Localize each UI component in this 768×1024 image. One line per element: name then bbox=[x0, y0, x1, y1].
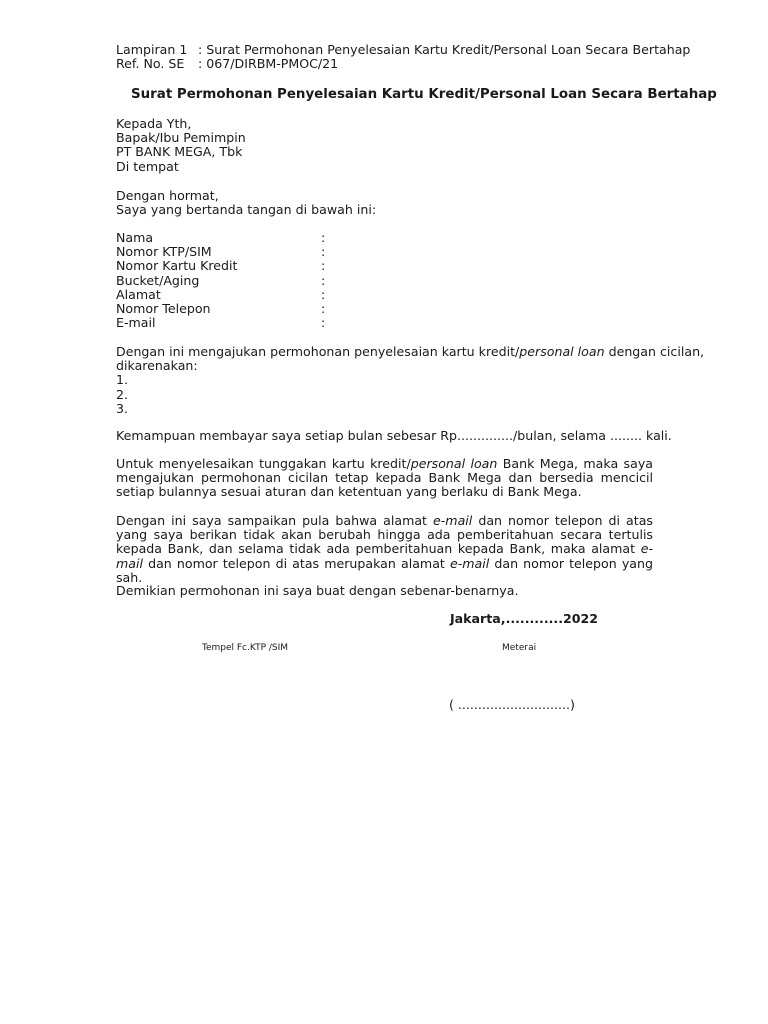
document-header bbox=[116, 43, 690, 71]
field-label: Nomor Telepon bbox=[116, 300, 211, 316]
field-colon: : bbox=[321, 300, 326, 316]
recipient-line-3: PT BANK MEGA, Tbk bbox=[116, 144, 243, 160]
settlement-paragraph bbox=[116, 457, 653, 500]
signature-name-line: ( ............................) bbox=[449, 697, 575, 712]
attachment-row bbox=[116, 43, 690, 57]
field-colon: : bbox=[321, 272, 326, 288]
attachment-value: : Surat Permohonan Penyelesaian Kartu Kredit/Personal Loan Secara Bertahap bbox=[198, 42, 691, 57]
settlement-text-a: Untuk menyelesaikan tunggakan kartu kredit/ bbox=[116, 456, 411, 471]
contact-email-3: e-mail bbox=[449, 555, 490, 571]
field-label: Nomor Kartu Kredit bbox=[116, 258, 238, 274]
reference-label: Ref. No. SE bbox=[116, 56, 185, 72]
recipient-line-4: Di tempat bbox=[116, 158, 179, 174]
request-block bbox=[116, 345, 704, 416]
intro-sentence: Saya yang bertanda tangan di bawah ini: bbox=[116, 202, 377, 218]
request-line-1 bbox=[116, 345, 704, 359]
contact-text-c: dan nomor telepon di atas merupakan alamat bbox=[142, 555, 450, 571]
field-row-bucket bbox=[116, 274, 331, 288]
recipient-line-2: Bapak/Ibu Pemimpin bbox=[116, 130, 246, 146]
contact-email-1: e-mail bbox=[433, 513, 473, 528]
attachment-label: Lampiran 1 bbox=[116, 42, 188, 57]
field-label: E-mail bbox=[116, 315, 156, 331]
applicant-fields bbox=[116, 231, 331, 330]
request-text-b: dengan cicilan, bbox=[604, 344, 705, 359]
field-row-card-number bbox=[116, 259, 331, 273]
letter-title: Surat Permohonan Penyelesaian Kartu Kredit/Personal Loan Secara Bertahap bbox=[131, 87, 717, 102]
contact-paragraph bbox=[116, 514, 653, 585]
request-text-a: Dengan ini mengajukan permohonan penyelesaian kartu kredit/ bbox=[116, 344, 520, 359]
closing-sentence: Demikian permohonan ini saya buat dengan sebenar-benarnya. bbox=[116, 583, 519, 598]
field-row-address bbox=[116, 288, 331, 302]
recipient-block bbox=[116, 117, 246, 174]
request-personal-loan: personal loan bbox=[519, 344, 605, 359]
field-row-name bbox=[116, 231, 331, 245]
stamp-duty-note: Meterai bbox=[502, 643, 537, 653]
reason-2: 2. bbox=[116, 386, 129, 402]
contact-text-d: dan nomor telepon yang sah. bbox=[116, 555, 653, 585]
payment-ability: Kemampuan membayar saya setiap bulan sebesar Rp............../bulan, selama ........ kali. bbox=[116, 428, 672, 443]
field-colon: : bbox=[321, 230, 326, 245]
greeting-block bbox=[116, 189, 376, 217]
reference-value: : 067/DIRBM-PMOC/21 bbox=[198, 56, 339, 72]
request-line-2: dikarenakan: bbox=[116, 358, 198, 374]
recipient-line-1: Kepada Yth, bbox=[116, 116, 192, 131]
contact-text-b: dan nomor telepon di atas yang saya berikan tidak akan berubah hingga ada pemberitahuan secara tertulis kepada Bank, dan selama tidak ada pemberitahuan kepada Bank, maka alamat bbox=[116, 513, 653, 557]
ktp-copy-note: Tempel Fc.KTP /SIM bbox=[202, 643, 289, 653]
contact-text-a: Dengan ini saya sampaikan pula bahwa alamat bbox=[116, 513, 434, 528]
field-colon: : bbox=[321, 244, 326, 260]
field-label: Bucket/Aging bbox=[116, 272, 200, 288]
field-label: Nama bbox=[116, 230, 154, 245]
field-colon: : bbox=[321, 286, 326, 302]
field-row-email bbox=[116, 316, 331, 330]
reference-row bbox=[116, 57, 690, 71]
reason-1: 1. bbox=[116, 372, 129, 388]
settlement-text-b: Bank Mega, maka saya mengajukan permohonan cicilan tetap kepada Bank Mega dan bersedia mencicil setiap bulannya sesuai aturan dan ketentuan yang berlaku di Bank Mega. bbox=[116, 456, 653, 500]
settlement-personal-loan: personal loan bbox=[410, 456, 498, 471]
field-row-ktp bbox=[116, 245, 331, 259]
salutation: Dengan hormat, bbox=[116, 188, 219, 203]
field-colon: : bbox=[321, 315, 326, 331]
contact-email-2: e-mail bbox=[116, 541, 653, 571]
field-label: Nomor KTP/SIM bbox=[116, 244, 212, 260]
reason-3: 3. bbox=[116, 400, 129, 416]
field-label: Alamat bbox=[116, 286, 161, 302]
place-date: Jakarta,............2022 bbox=[450, 611, 599, 626]
field-colon: : bbox=[321, 258, 326, 274]
field-row-phone bbox=[116, 302, 331, 316]
